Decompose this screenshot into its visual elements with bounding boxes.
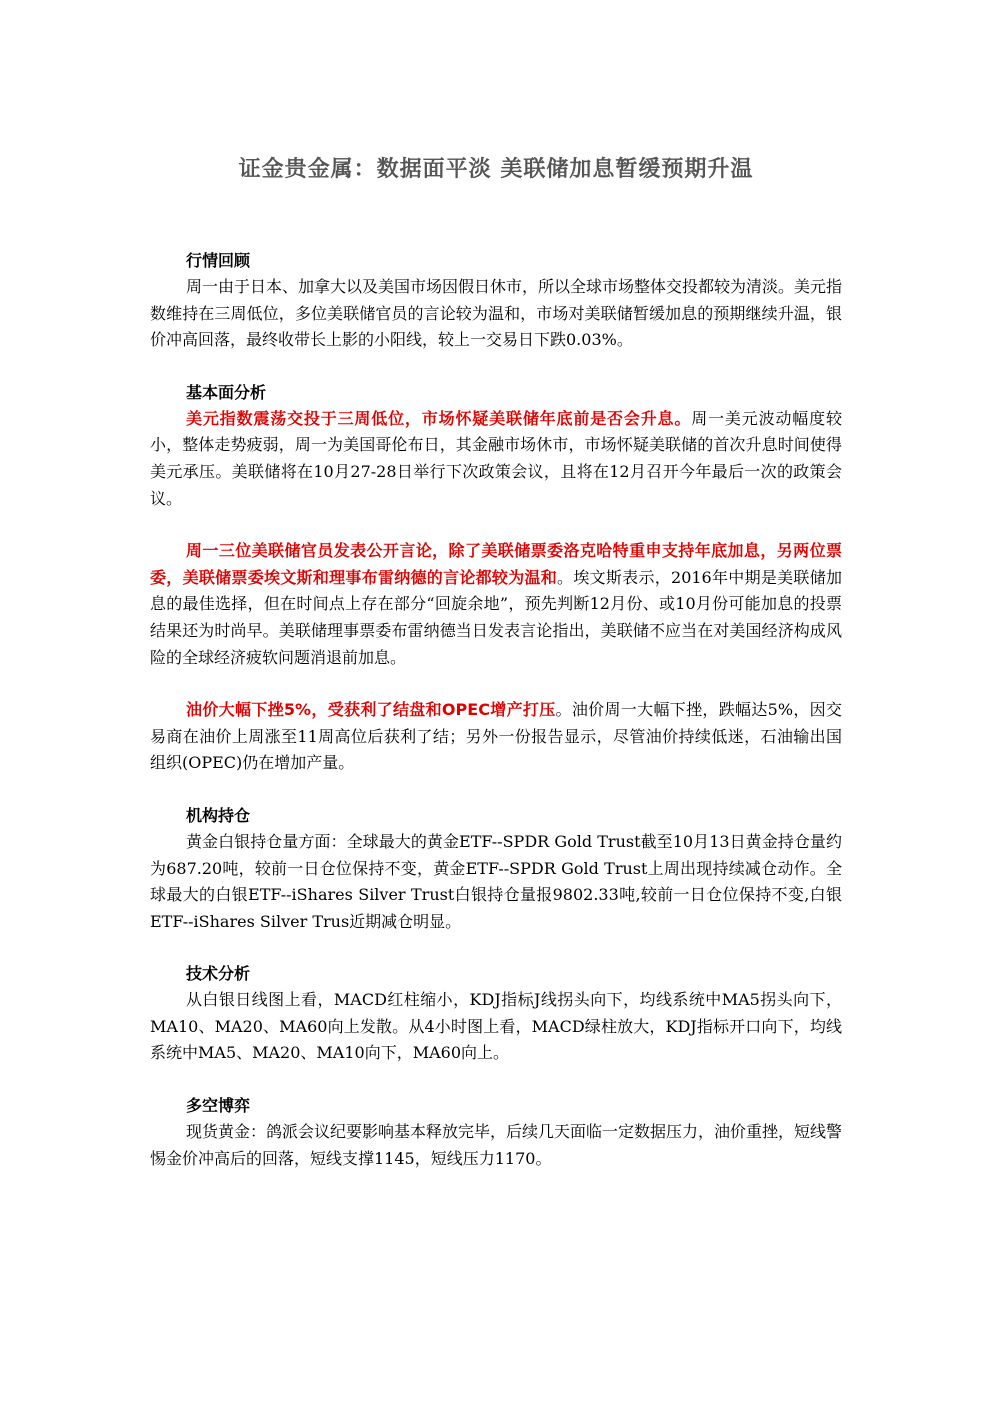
section-heading: 基本面分析 [186, 382, 267, 402]
highlight-text: 美元指数震荡交投于三周低位，市场怀疑美联储年底前是否会升息。 [186, 408, 692, 428]
section-heading: 多空博弈 [186, 1096, 251, 1116]
paragraph: 黄金白银持仓量方面：全球最大的黄金ETF--SPDR Gold Trust截至10月13日黄金持仓量约为687.20吨，较前一日仓位保持不变，黄金ETF--SPDR Gold Trust上周出现持续减仓动作。全球最大的白银ETF--iShares Silver Trust白银持仓量报9802.33吨,较前一日仓位保持不变,白银ETF--iShares Silver Trus近期减仓明显。 [150, 831, 842, 931]
paragraph [150, 406, 842, 512]
paragraph-text: 。埃文斯表示，2016年中期是美联储加息的最佳选择，但在时间点上存在部分“回旋余地”，预先判断12月份、或10月份可能加息的投票结果还为时尚早。美联储理事票委布雷纳德当日发表言论指出，美联储不应当在对美国经济构成风险的全球经济疲软问题消退前加息。 [150, 567, 842, 667]
paragraph-text: 。油价周一大幅下挫，跌幅达5%，因交易商在油价上周涨至11周高位后获利了结；另外一份报告显示，尽管油价持续低迷，石油输出国组织(OPEC)仍在增加产量。 [150, 700, 842, 773]
paragraph: 周一由于日本、加拿大以及美国市场因假日休市，所以全球市场整体交投都较为清淡。美元指数维持在三周低位，多位美联储官员的言论较为温和，市场对美联储暂缓加息的预期继续升温，银价冲高回落，最终收带长上影的小阳线，较上一交易日下跌0.03%。 [150, 277, 843, 350]
section-fundamental-analysis [150, 380, 842, 777]
section-bull-bear-outlook [150, 1093, 842, 1172]
highlight-text: 周一三位美联储官员发表公开言论，除了美联储票委洛克哈特重申支持年底加息，另两位票委，美联储票委埃文斯和理事布雷纳德的言论都较为温和 [150, 541, 842, 587]
paragraph: 现货黄金：鸽派会议纪要影响基本释放完毕，后续几天面临一定数据压力，油价重挫，短线警惕金价冲高后的回落，短线支撑1145，短线压力1170。 [150, 1122, 843, 1168]
section-heading: 技术分析 [186, 964, 251, 984]
paragraph [150, 697, 842, 777]
paragraph: 从白银日线图上看，MACD红柱缩小，KDJ指标J线拐头向下，均线系统中MA5拐头向下，MA10、MA20、MA60向上发散。从4小时图上看，MACD绿柱放大，KDJ指标开口向下，均线系统中MA5、MA20、MA10向下，MA60向上。 [150, 990, 842, 1063]
document-title: 证金贵金属：数据面平淡 美联储加息暂缓预期升温 [238, 157, 754, 182]
section-heading: 行情回顾 [186, 251, 251, 270]
section-heading: 机构持仓 [186, 805, 251, 825]
highlight-text: 油价大幅下挫5%，受获利了结盘和OPEC增产打压 [186, 700, 556, 720]
section-institutional-holdings [150, 803, 842, 935]
section-market-review [150, 248, 842, 354]
document-body [150, 248, 842, 1172]
paragraph-text: 周一美元波动幅度较小，整体走势疲弱，周一为美国哥伦布日，其金融市场休市，市场怀疑美联储的首次升息时间使得美元承压。美联储将在10月27-28日举行下次政策会议，且将在12月召开今年最后一次的政策会议。 [150, 408, 842, 508]
paragraph [150, 538, 842, 671]
section-technical-analysis [150, 961, 842, 1067]
